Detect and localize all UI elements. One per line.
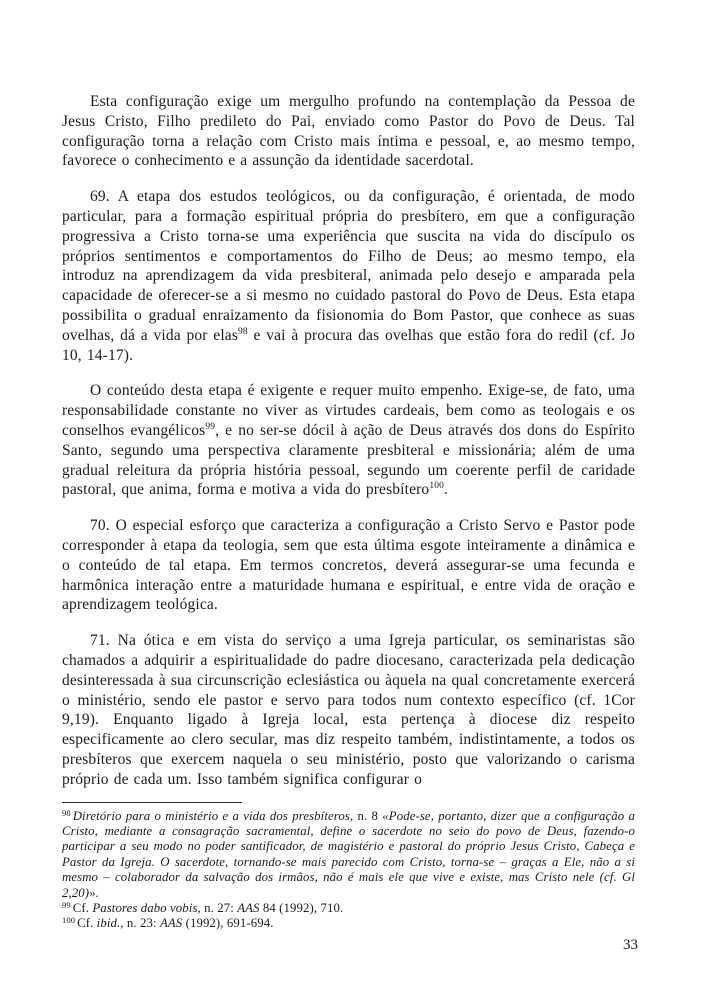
italic-text: ibid. [96, 916, 121, 931]
text-run: , n. 27: [197, 900, 238, 915]
footnote-marker: 98 [238, 326, 248, 337]
paragraph-69 [62, 187, 635, 365]
text-run: . [444, 481, 449, 499]
document-page [62, 92, 635, 932]
text-run: O conteúdo desta etapa é exigente e requer muito empenho. Exige-se, de fato, uma responsabilidade constante no viver as virtudes cardeais, bem como as teologais e os conselhos evangélicos [62, 382, 635, 439]
footnote-100 [62, 916, 635, 931]
text-run: 70. O especial esforço que caracteriza a configuração a Cristo Servo e Pastor pode corresponder à etapa da teologia, sem que esta última esgote inteiramente a dinâmica e o conteúdo de tal etapa. Em termos concretos, deverá assegurar-se uma fecunda e harmônica interação entre a maturidade humana e espiritual, e entre vida de oração e aprendizagem teológica. [62, 517, 635, 614]
italic-text: «Pode-se, portanto, dizer que a configuração a Cristo, mediante a consagração sacramental, define o sacerdote no seio do povo de Deus, fazendo-o participar a seu modo no poder santificador, de magistério e pastoral do próprio Jesus Cristo, Cabeça e Pastor da Igreja. O sacerdote, tornando-se mais parecido com Cristo, torna-se – graças a Ele, não a si mesmo – colaborador da salvação dos irmãos, não é mais ele que vive e existe, mas Cristo nele (cf. Gl 2,20)». [62, 808, 635, 900]
footnote-marker: 99 [205, 421, 216, 432]
footnote-marker: 100 [429, 481, 445, 492]
italic-text: AAS [237, 900, 260, 915]
text-run: , e no ser-se dócil à ação de Deus através dos dons do Espírito Santo, segundo uma perspectiva claramente presbiteral e missionária; além de uma gradual releitura da própria história pessoal, segundo um coerente perfil de caridade pastoral, que anima, forma e motiva a vida do presbítero [62, 421, 635, 499]
footnote-marker: 99 [62, 899, 71, 910]
text-run: 84 (1992), 710. [259, 900, 344, 915]
text-run: 69. A etapa dos estudos teológicos, ou da configuração, é orientada, de modo particular, para a formação espiritual própria do presbítero, em que a configuração progressiva a Cristo torna-se uma experiência que suscita na vida do discípulo os próprios sentimentos e comportamentos do Filho de Deus; ao mesmo tempo, ela introduz na aprendizagem da vida presbiteral, animada pelo desejo e amparada pela capacidade de oferecer-se a si mesmo no cuidado pastoral do Povo de Deus. Esta etapa possibilita o gradual enraizamento da fisionomia do Bom Pastor, que conhece as suas ovelhas, dá a vida por elas [62, 188, 635, 344]
paragraph-intro [62, 92, 635, 171]
italic-text: AAS [159, 916, 183, 931]
text-run: , n. 23: [120, 916, 160, 931]
page-number: 33 [623, 937, 638, 953]
footnote-marker: 100 [62, 915, 76, 926]
text-run: e vai à procura das ovelhas que estão fora do redil (cf. Jo 10, 14-17). [62, 326, 635, 364]
footnote-separator [62, 802, 242, 803]
page-body [62, 92, 635, 790]
paragraph-70 [62, 516, 635, 615]
text-run: (1992), 691-694. [182, 916, 274, 931]
footnote-98 [62, 809, 635, 901]
footnotes-section [62, 802, 635, 932]
text-run: Cf. [72, 900, 93, 915]
text-run: Cf. [77, 916, 97, 931]
paragraph-content-stage [62, 381, 635, 500]
text-run: , n. 8 [349, 808, 383, 823]
footnote-marker: 98 [62, 807, 71, 818]
text-run: Esta configuração exige um mergulho profundo na contemplação da Pessoa de Jesus Cristo, Filho predileto do Pai, enviado como Pastor do Povo de Deus. Tal configuração torna a relação com Cristo mais íntima e pessoal, e, ao mesmo tempo, favorece o conhecimento e a assunção da identidade sacerdotal. [62, 93, 635, 170]
footnote-99 [62, 901, 635, 916]
text-run: 71. Na ótica e em vista do serviço a uma Igreja particular, os seminaristas são chamados a adquirir a espiritualidade do padre diocesano, caracterizada pela dedicação desinteressada à sua circunscrição eclesiástica ou àquela na qual concretamente exercerá o ministério, sendo ele pastor e servo para todos num contexto específico (cf. 1Cor 9,19). Enquanto ligado à Igreja local, esta pertença à diocese diz respeito especificamente ao clero secular, mas diz respeito também, indistintamente, a todos os presbíteros que exercem naquela o seu ministério, posto que valorizando o carisma próprio de cada um. Isso também significa configurar o [62, 632, 635, 788]
paragraph-71 [62, 631, 635, 789]
italic-text: Pastores dabo vobis [92, 900, 198, 915]
italic-text: Diretório para o ministério e a vida dos presbíteros [72, 808, 350, 823]
